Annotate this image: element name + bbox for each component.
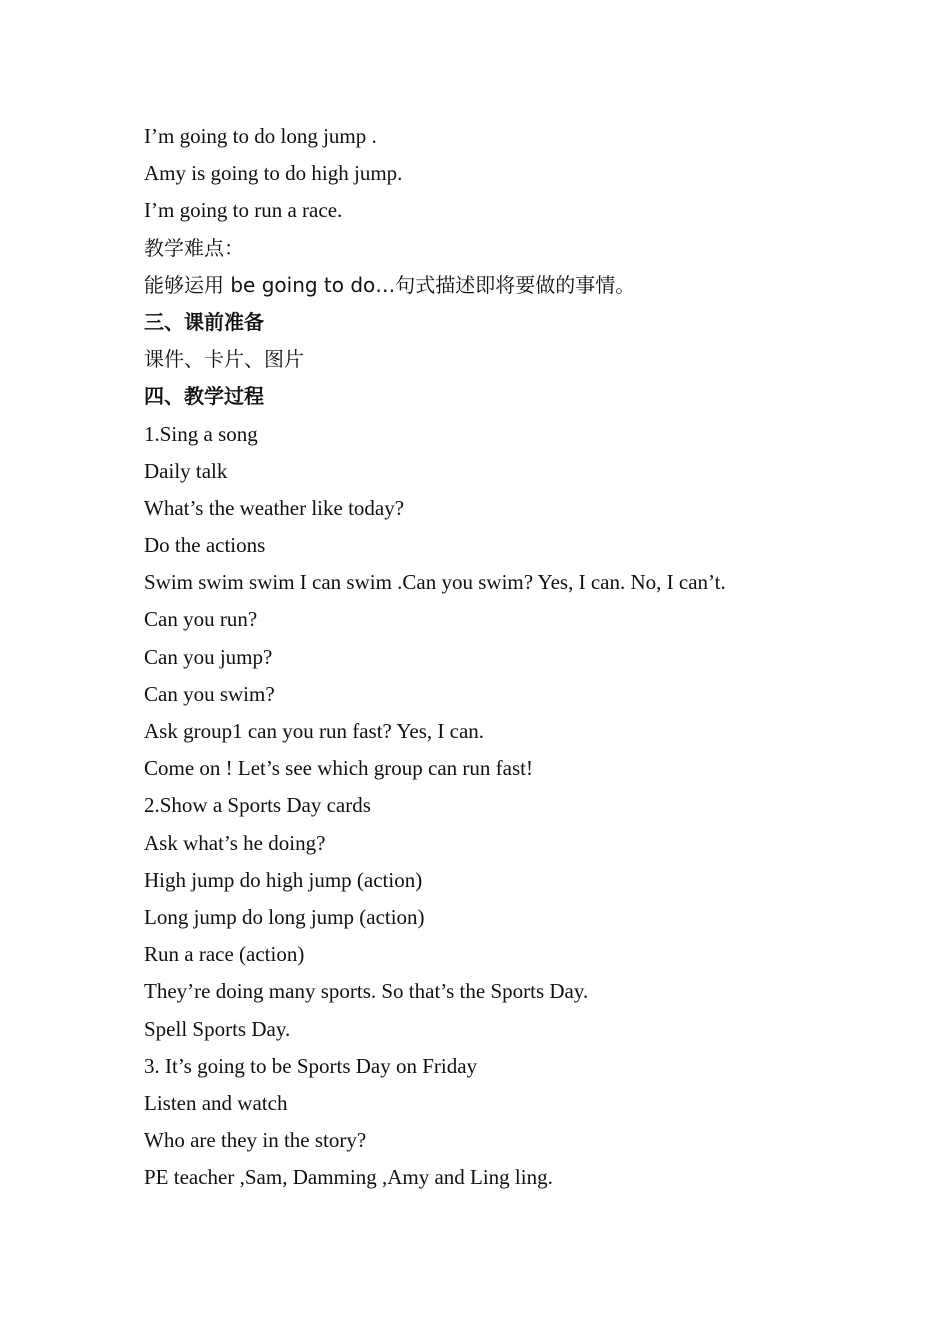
text-line: 2.Show a Sports Day cards <box>144 793 371 818</box>
text-line: Come on ! Let’s see which group can run fast! <box>144 756 533 781</box>
text-line: PE teacher ,Sam, Damming ,Amy and Ling ling. <box>144 1165 553 1190</box>
text-line: Can you jump? <box>144 644 273 669</box>
text-line: What’s the weather like today? <box>144 495 405 520</box>
text-line: Ask group1 can you run fast? Yes, I can. <box>144 719 485 743</box>
text-line: Spell Sports Day. <box>144 1016 291 1041</box>
text-line: Who are they in the story? <box>144 1128 367 1153</box>
text-line: 课件、卡片、图片 <box>144 347 304 372</box>
text-line: High jump do high jump (action) <box>144 867 423 892</box>
section-heading-teaching-process: 四、教学过程 <box>144 384 264 409</box>
text-line: Long jump do long jump (action) <box>144 904 425 929</box>
text-line: Daily talk <box>144 458 228 483</box>
text-line: Listen and watch <box>144 1090 288 1115</box>
text-line: I’m going to run a race. <box>144 198 343 223</box>
document-body <box>144 118 844 1196</box>
text-line: I’m going to do long jump . <box>144 124 377 148</box>
text-line: 3. It’s going to be Sports Day on Friday <box>144 1053 478 1078</box>
text-line: Run a race (action) <box>144 942 305 967</box>
text-line: They’re doing many sports. So that’s the Sports Day. <box>144 979 589 1004</box>
text-line: Ask what’s he doing? <box>144 830 326 855</box>
text-line: 1.Sing a song <box>144 421 258 446</box>
text-line: Amy is going to do high jump. <box>144 161 403 186</box>
text-line: Swim swim swim I can swim .Can you swim? Yes, I can. No, I can’t. <box>144 570 726 595</box>
subheading-teaching-difficulty: 教学难点： <box>144 235 244 260</box>
text-line: Can you swim? <box>144 681 275 706</box>
section-heading-preparation: 三、课前准备 <box>144 309 264 334</box>
text-line: Can you run? <box>144 607 258 632</box>
text-line: 能够运用 be going to do…句式描述即将要做的事情。 <box>144 272 636 297</box>
text-line: Do the actions <box>144 533 266 558</box>
